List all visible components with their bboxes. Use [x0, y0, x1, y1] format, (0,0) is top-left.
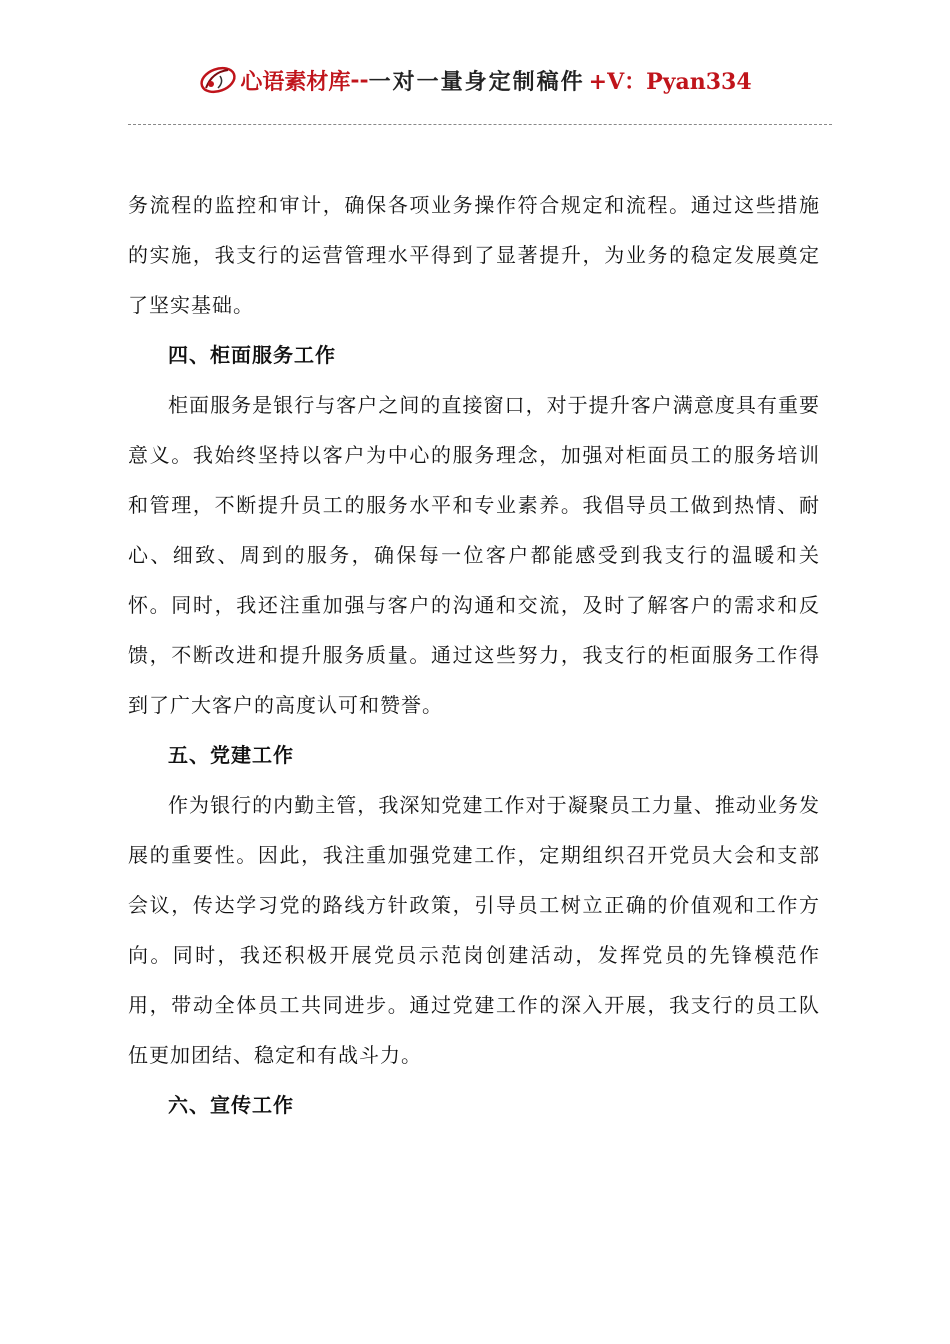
header-contact: +V：Pyan334 [588, 68, 752, 95]
paragraph-continued: 务流程的监控和审计，确保各项业务操作符合规定和流程。通过这些措施的实施，我支行的运营管理水平得到了显著提升，为业务的稳定发展奠定了坚实基础。 [128, 193, 820, 317]
header-divider [128, 124, 832, 125]
header-slogan: 一对一量身定制稿件 [368, 68, 585, 95]
paragraph-party-building: 作为银行的内勤主管，我深知党建工作对于凝聚员工力量、推动业务发展的重要性。因此，我注重加强党建工作，定期组织召开党员大会和支部会议，传达学习党的路线方针政策，引导员工树立正确的价值观和工作方向。同时，我还积极开展党员示范岗创建活动，发挥党员的先锋模范作用，带动全体员工共同进步。通过党建工作的深入开展，我支行的员工队伍更加团结、稳定和有战斗力。 [128, 793, 820, 1067]
section-heading-6: 六、宣传工作 [168, 1093, 294, 1117]
paragraph-counter-service: 柜面服务是银行与客户之间的直接窗口，对于提升客户满意度具有重要意义。我始终坚持以客户为中心的服务理念，加强对柜面员工的服务培训和管理，不断提升员工的服务水平和专业素养。我倡导员工做到热情、耐心、细致、周到的服务，确保每一位客户都能感受到我支行的温暖和关怀。同时，我还注重加强与客户的沟通和交流，及时了解客户的需求和反馈，不断改进和提升服务质量。通过这些努力，我支行的柜面服务工作得到了广大客户的高度认可和赞誉。 [128, 393, 820, 717]
brand-logo-icon [198, 62, 238, 98]
header-separator: -- [350, 67, 369, 93]
document-body [128, 180, 820, 1130]
brand-name: 心语素材库 [240, 68, 351, 95]
page-header [0, 62, 950, 102]
section-heading-4: 四、柜面服务工作 [168, 343, 336, 367]
section-heading-5: 五、党建工作 [168, 743, 294, 767]
